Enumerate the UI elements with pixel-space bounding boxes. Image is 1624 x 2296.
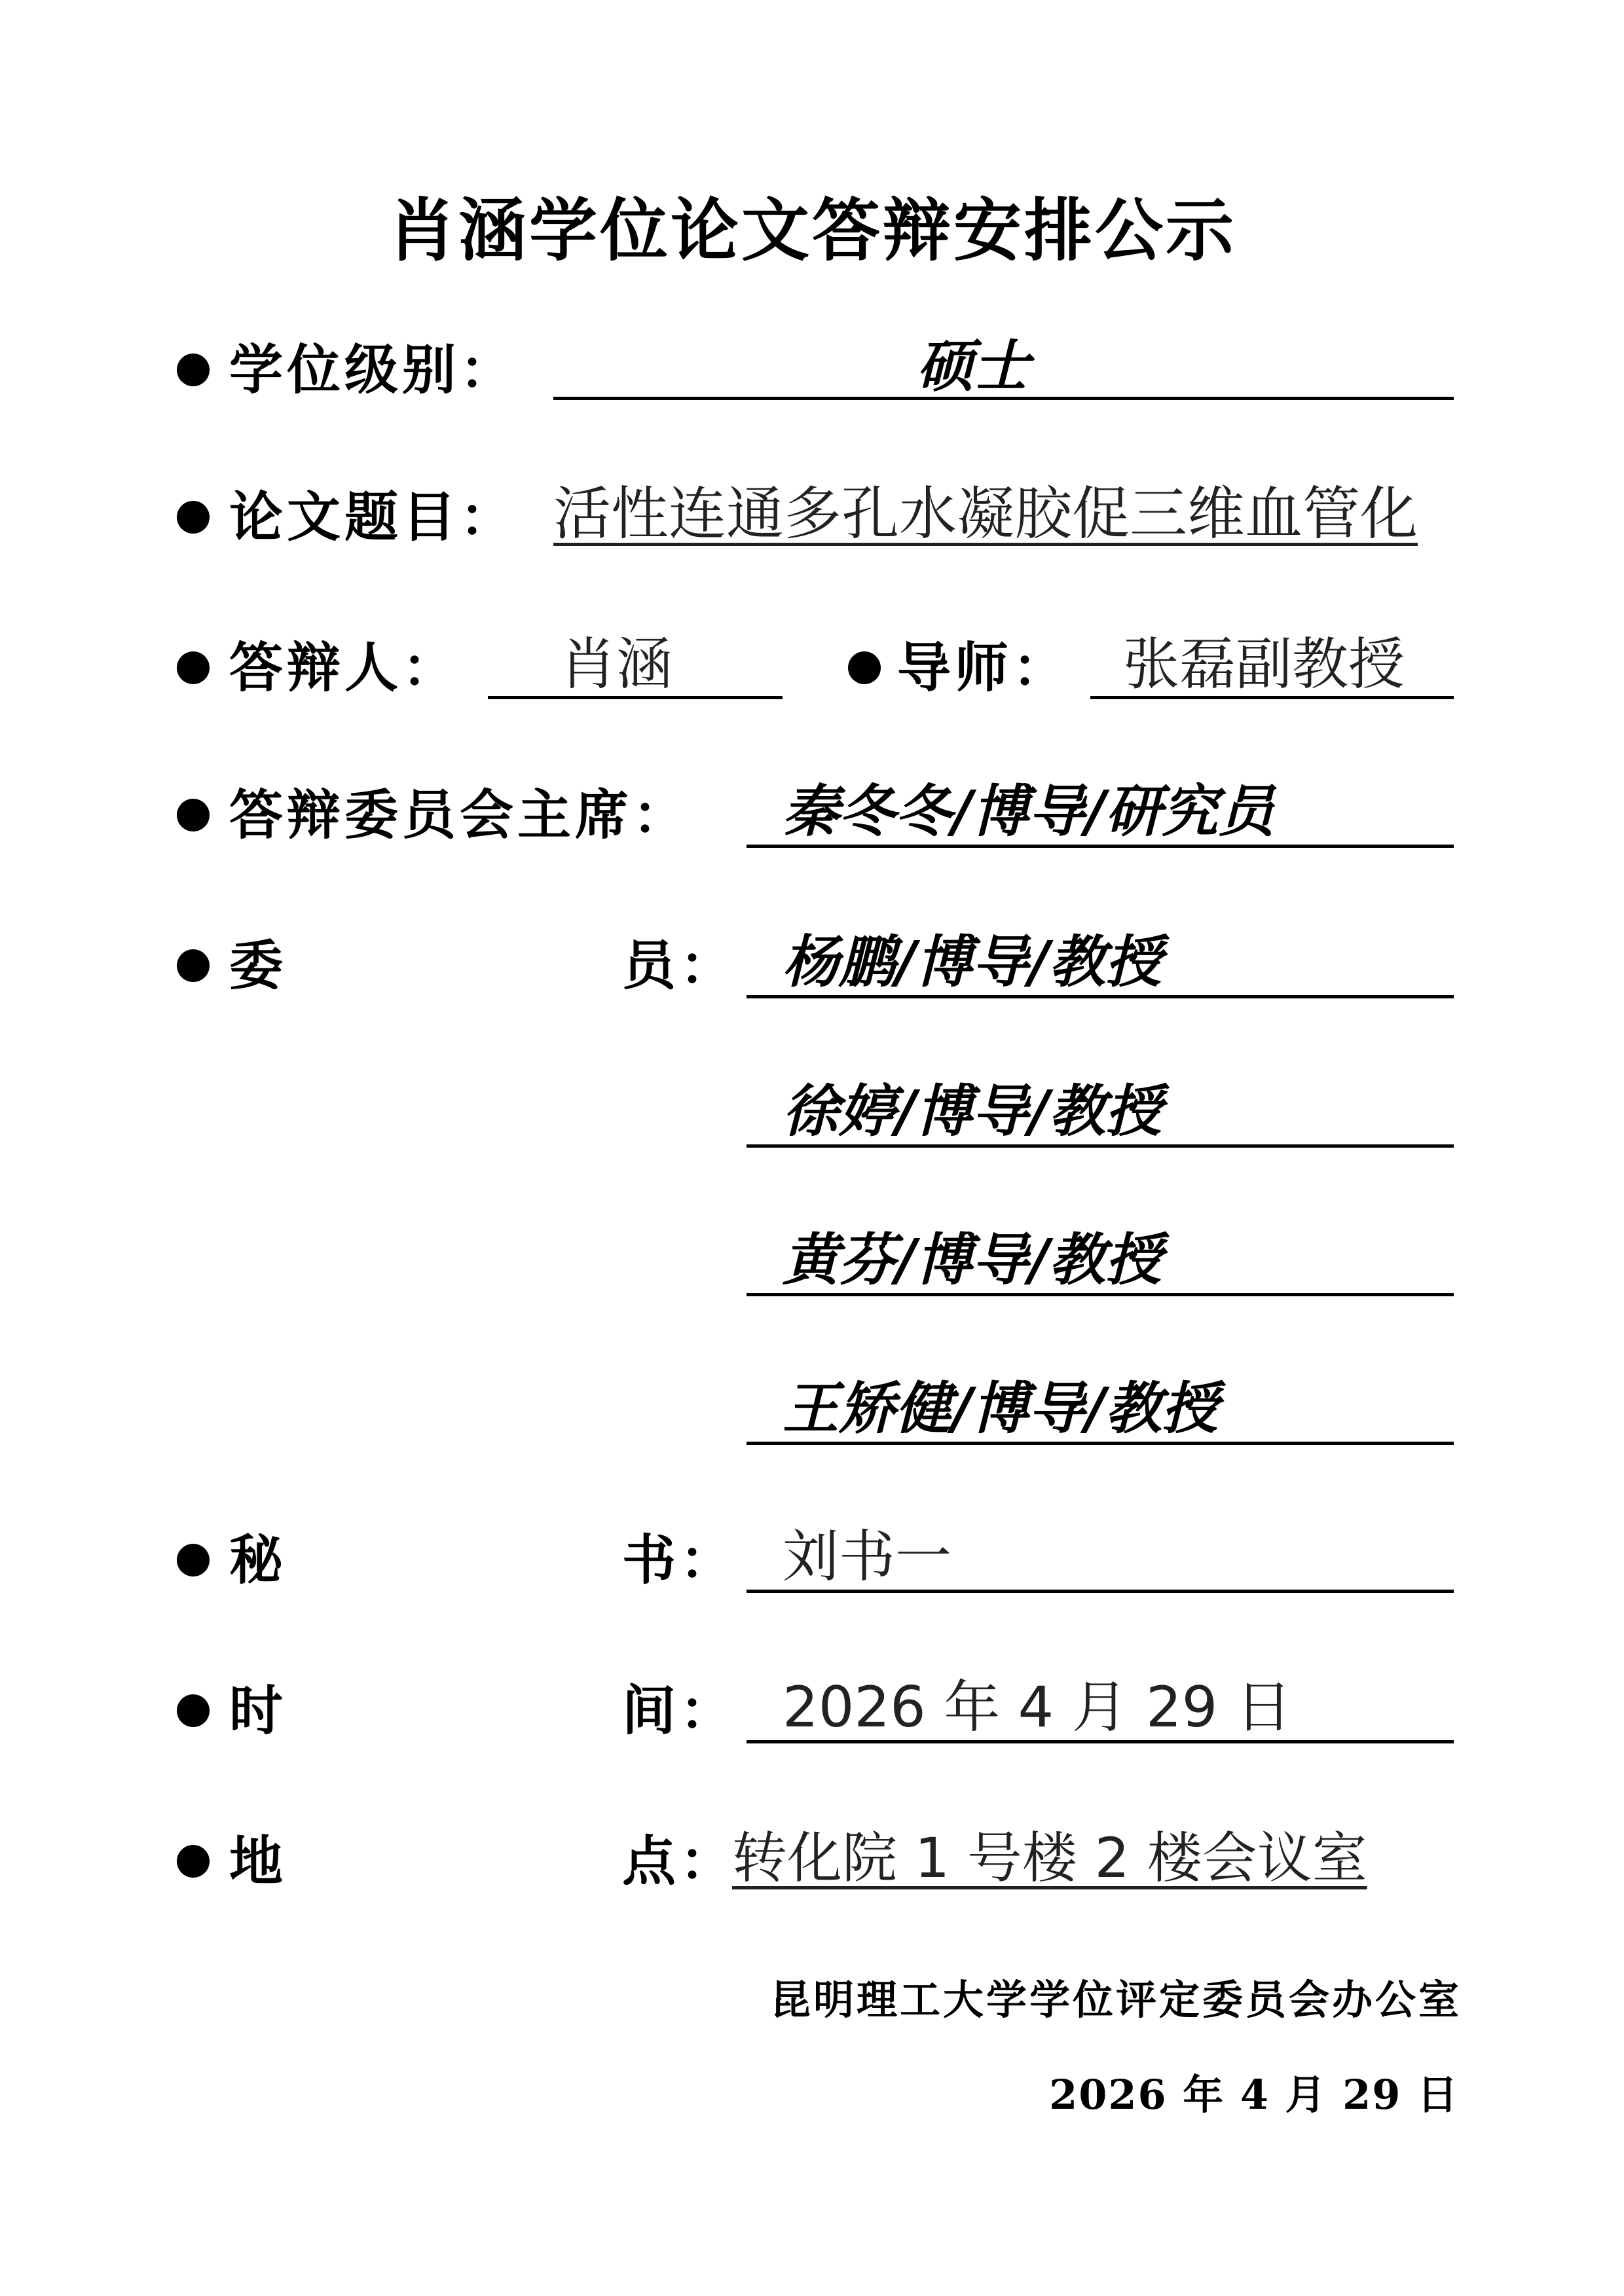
member-underline xyxy=(747,995,1454,998)
place-label-right: 点： xyxy=(622,1830,738,1893)
page-title: 肖涵学位论文答辩安排公示 xyxy=(387,191,1236,270)
place-label-left: 地 xyxy=(229,1830,287,1893)
thesis-title-value: 活性连通多孔水凝胶促三维血管化 xyxy=(553,480,1418,547)
member-value: 王矫健/博导/教授 xyxy=(783,1376,1218,1442)
secretary-label-left: 秘 xyxy=(229,1529,287,1592)
bullet-place xyxy=(177,1845,210,1878)
bullet-advisor xyxy=(848,651,881,684)
thesis-label: 论文题目： xyxy=(229,486,518,549)
advisor-value: 张磊副教授 xyxy=(1123,632,1405,697)
bullet-degree xyxy=(177,354,210,386)
bullet-thesis xyxy=(177,501,210,534)
secretary-label-right: 书： xyxy=(622,1529,738,1592)
defender-label: 答辩人： xyxy=(229,636,460,699)
members-label-right: 员： xyxy=(622,934,738,997)
advisor-label: 导师： xyxy=(897,636,1071,699)
chair-label: 答辩委员会主席： xyxy=(229,784,691,847)
members-label-left: 委 xyxy=(229,934,287,997)
bullet-defender xyxy=(177,651,210,684)
member-underline xyxy=(747,1293,1454,1296)
bullet-time xyxy=(177,1694,210,1727)
chair-underline xyxy=(747,845,1454,848)
bullet-members xyxy=(177,949,210,982)
time-label-left: 时 xyxy=(229,1679,287,1742)
member-value: 徐婷/博导/教授 xyxy=(783,1078,1162,1144)
issuing-office: 昆明理工大学学位评定委员会办公室 xyxy=(769,1976,1462,2024)
defender-value: 肖涵 xyxy=(560,632,673,697)
member-underline xyxy=(747,1442,1454,1445)
bullet-secretary xyxy=(177,1544,210,1576)
time-underline xyxy=(747,1740,1454,1743)
degree-label: 学位级别： xyxy=(229,338,518,401)
member-underline xyxy=(747,1144,1454,1148)
degree-value: 硕士 xyxy=(917,333,1029,399)
secretary-value: 刘书一 xyxy=(783,1524,951,1590)
time-label-right: 间： xyxy=(622,1679,738,1742)
secretary-underline xyxy=(747,1590,1454,1593)
time-value: 2026 年 4 月 29 日 xyxy=(783,1675,1292,1740)
issue-date: 2026 年 4 月 29 日 xyxy=(1049,2071,1459,2119)
member-value: 黄芬/博导/教授 xyxy=(783,1227,1162,1293)
bullet-chair xyxy=(177,799,210,831)
chair-value: 秦冬冬/博导/研究员 xyxy=(783,778,1274,845)
place-value: 转化院 1 号楼 2 楼会议室 xyxy=(732,1826,1367,1890)
member-value: 杨鹏/博导/教授 xyxy=(783,929,1162,995)
